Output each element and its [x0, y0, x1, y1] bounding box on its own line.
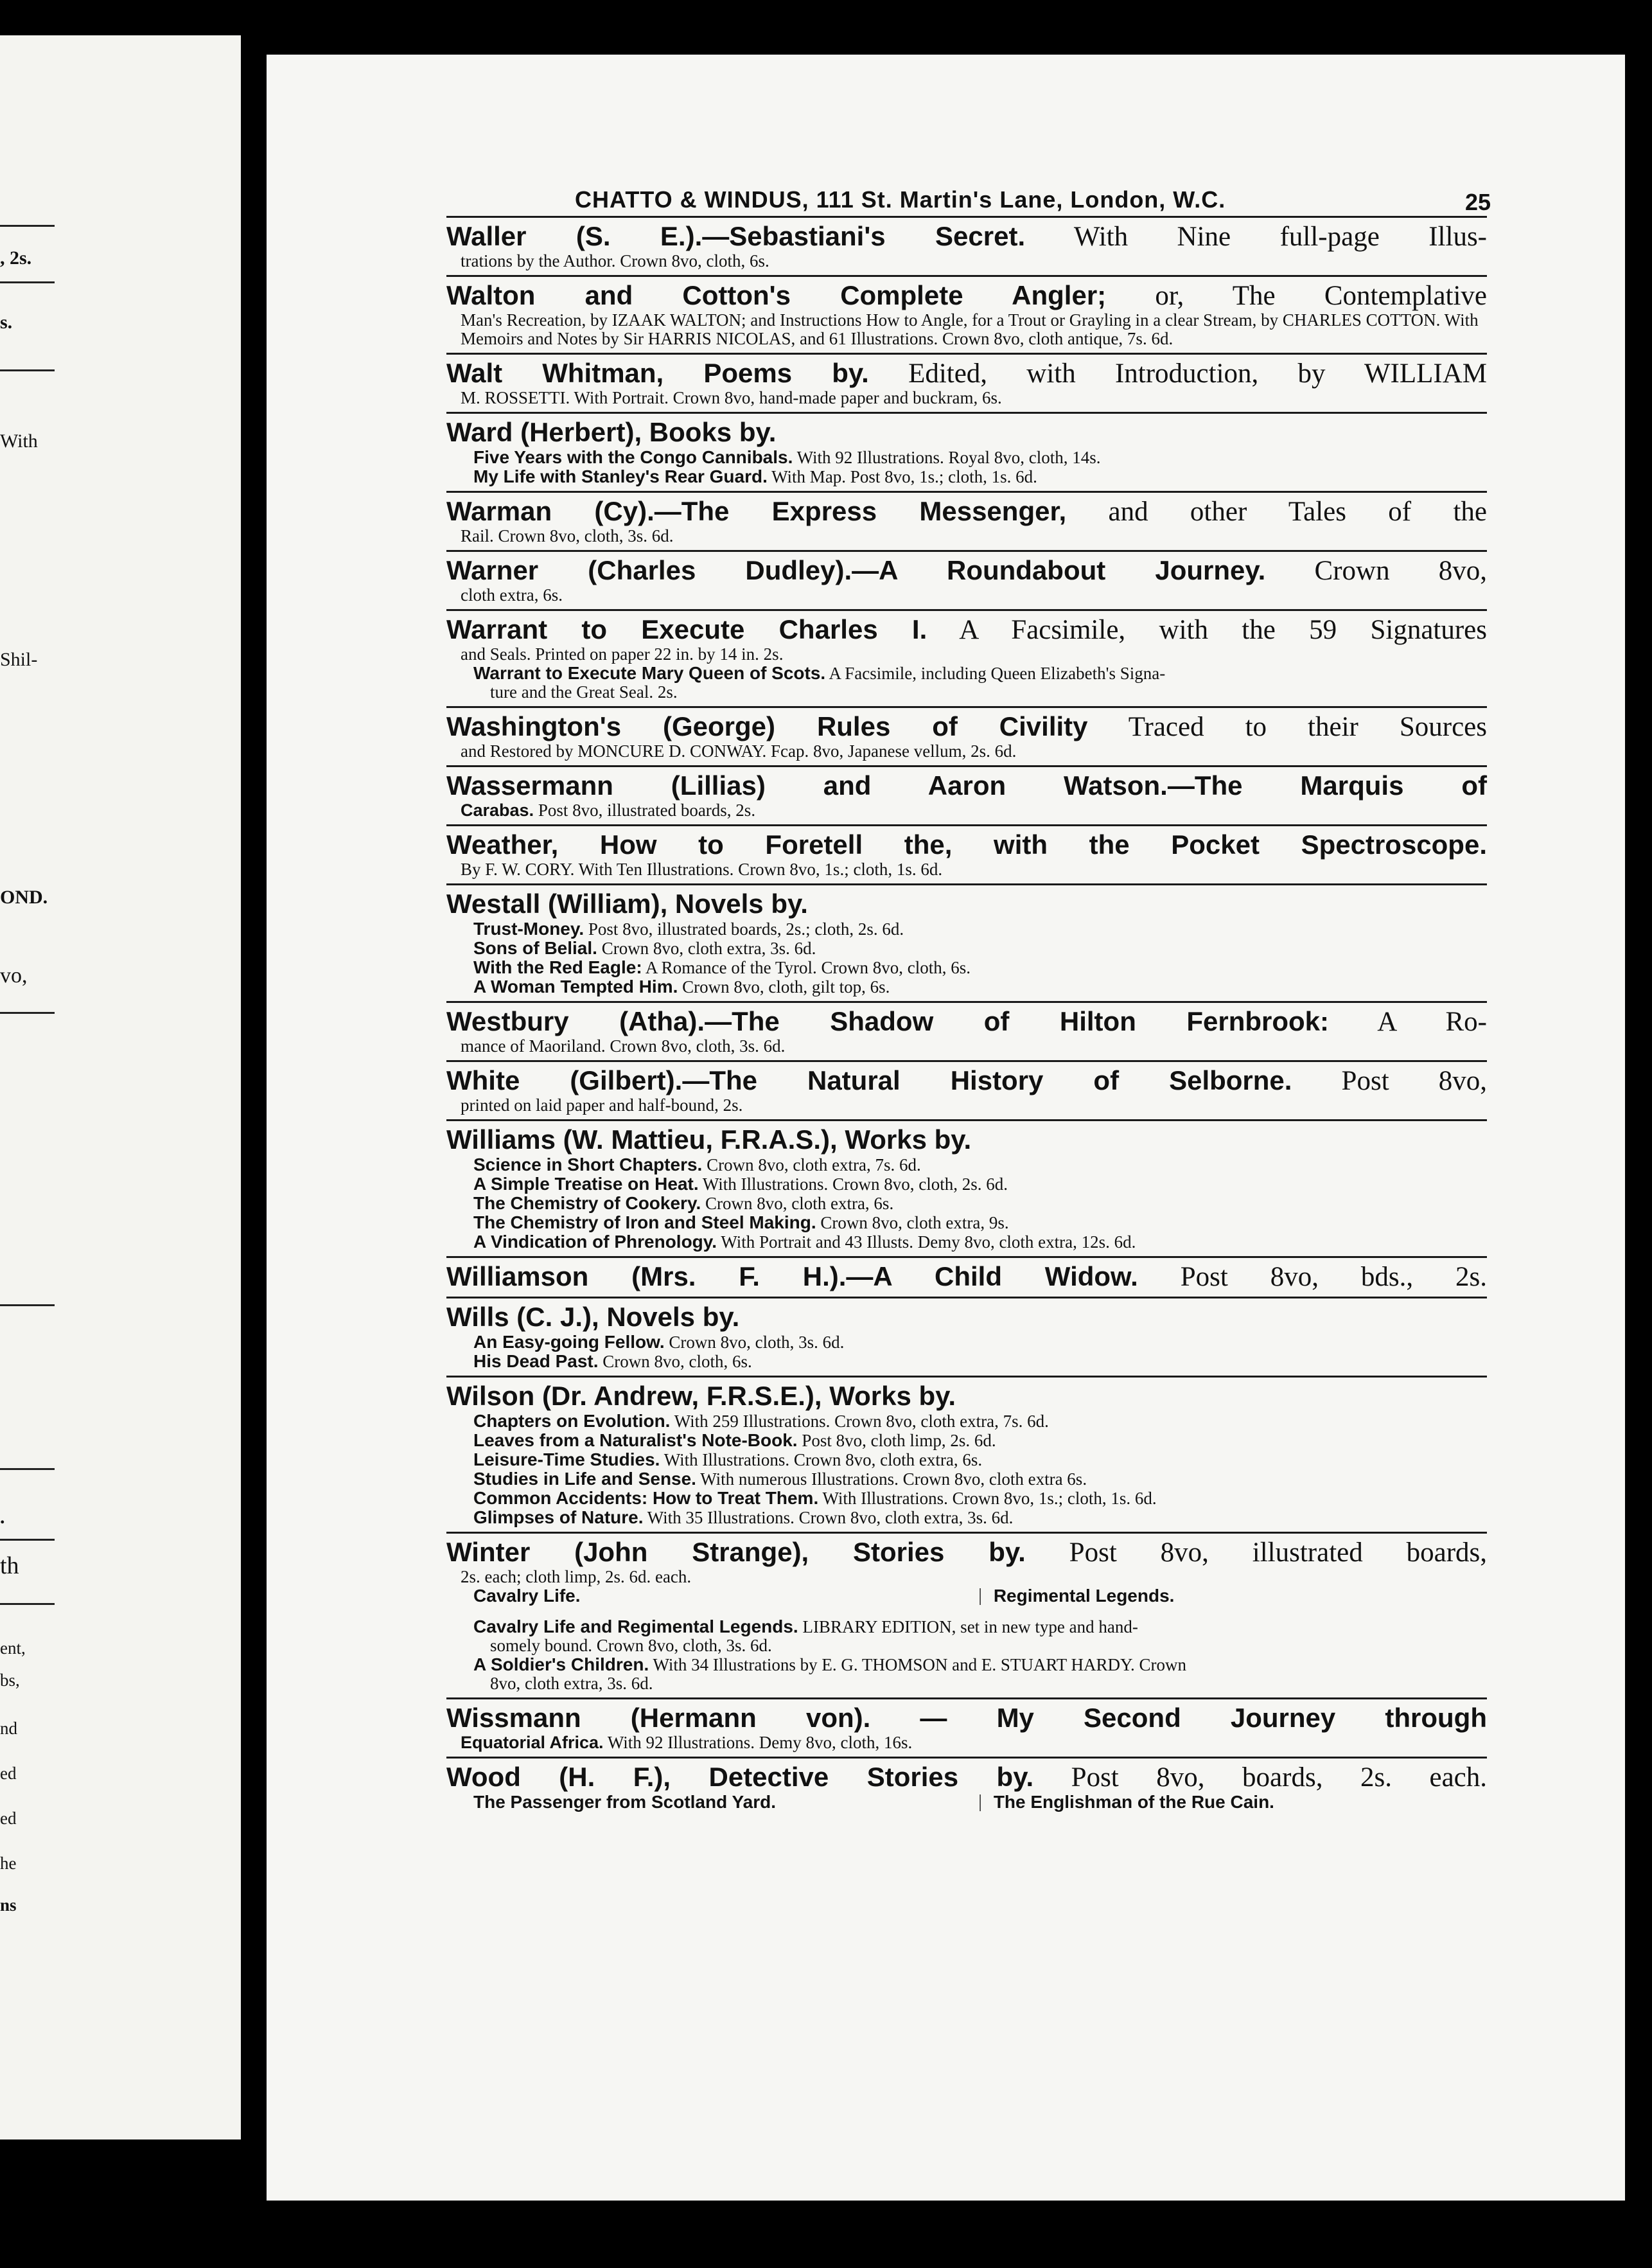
entry-author-title: Warrant to Execute Charles I. [446, 614, 927, 644]
entry-author-title: Warner (Charles Dudley).—A Roundabout Journey. [446, 555, 1266, 585]
entry-heading [446, 497, 1487, 527]
entry-heading [446, 1537, 1487, 1568]
sub-entry-continuation: ture and the Great Seal. 2s. [490, 682, 678, 702]
entry-description: and Restored by MONCURE D. CONWAY. Fcap. 8vo, Japanese vellum, 2s. 6d. [461, 741, 1017, 761]
sub-entry-continuation: 8vo, cloth extra, 3s. 6d. [490, 1674, 653, 1693]
sub-entry-title: A Vindication of Phrenology. [473, 1232, 717, 1252]
sub-entry-continuation: somely bound. Crown 8vo, cloth, 3s. 6d. [490, 1636, 772, 1655]
entry-author-title: Weather, How to Foretell the, with the Pocket Spectroscope. [446, 829, 1487, 860]
rule [0, 1012, 55, 1014]
catalogue-entry [446, 1297, 1487, 1376]
catalogue-entry [446, 883, 1487, 1001]
page-gutter [241, 0, 267, 2268]
entry-heading [446, 1302, 1487, 1333]
title-left: The Passenger from Scotland Yard. [473, 1792, 776, 1812]
entry-heading [446, 1125, 1487, 1155]
catalogue-entry [446, 1376, 1487, 1532]
sub-entry [446, 919, 1487, 939]
sub-entry [446, 1655, 1487, 1674]
sub-entry-title: Five Years with the Congo Cannibals. [473, 448, 793, 467]
entry-description: M. ROSSETTI. With Portrait. Crown 8vo, hand-made paper and buckram, 6s. [461, 388, 1002, 407]
entry-description: 2s. each; cloth limp, 2s. 6d. each. [461, 1567, 692, 1586]
sub-entry-details: Crown 8vo, cloth, gilt top, 6s. [682, 977, 890, 997]
sub-entry [446, 1232, 1487, 1252]
text-fragment: ed [0, 1764, 17, 1783]
sub-entry-details: With 35 Illustrations. Crown 8vo, cloth extra, 3s. 6d. [647, 1508, 1014, 1527]
entry-heading-rest: Crown 8vo, [1314, 556, 1488, 586]
text-fragment: Shil- [0, 649, 38, 670]
two-column-titles [446, 1793, 1487, 1812]
entry-description: Man's Recreation, by IZAAK WALTON; and Instructions How to Angle, for a Trout or Grayling in a clear Stream, by CHARLES COTTON. With Memoirs and Notes by Sir HARRIS NICOLAS, and 61 Illustrations. Crown 8vo, cloth antique, 7s. 6d. [461, 310, 1479, 348]
entry-title-continuation: Equatorial Africa. [461, 1733, 604, 1752]
text-fragment: With [0, 430, 38, 452]
entry-author-title: Ward (Herbert), Books by. [446, 417, 777, 447]
rule [0, 281, 55, 283]
catalogue-entry [446, 412, 1487, 491]
sub-entry [446, 1617, 1487, 1636]
rule [0, 1468, 55, 1470]
text-fragment: th [0, 1552, 19, 1579]
catalogue-entry [446, 1532, 1487, 1697]
entry-author-title: Wissmann (Hermann von). — My Second Journey through [446, 1703, 1487, 1733]
sub-entry-details: With numerous Illustrations. Crown 8vo, cloth extra 6s. [700, 1469, 1087, 1489]
entry-heading-rest: Edited, with Introduction, by WILLIAM [908, 359, 1487, 389]
title-right: The Englishman of the Rue Cain. [993, 1792, 1274, 1812]
sub-entry-title: An Easy-going Fellow. [473, 1333, 665, 1352]
sub-entry [446, 1431, 1487, 1450]
entry-title-continuation: Carabas. [461, 801, 534, 820]
title-right: Regimental Legends. [993, 1586, 1175, 1606]
sub-entry [446, 1412, 1487, 1431]
sub-entry [446, 1174, 1487, 1194]
text-fragment: bs, [0, 1670, 20, 1690]
sub-entry-details: With 92 Illustrations. Royal 8vo, cloth, 14s. [796, 448, 1101, 467]
entry-heading [446, 1703, 1487, 1733]
sub-entry-title: Sons of Belial. [473, 939, 597, 958]
entry-author-title: Walton and Cotton's Complete Angler; [446, 280, 1107, 310]
catalogue-entry [446, 1697, 1487, 1757]
sub-entry [446, 958, 1487, 977]
entry-author-title: White (Gilbert).—The Natural History of Selborne. [446, 1065, 1292, 1095]
entry-heading [446, 359, 1487, 389]
entry-description: mance of Maoriland. Crown 8vo, cloth, 3s. 6d. [461, 1036, 786, 1056]
sub-entry-title: Common Accidents: How to Treat Them. [473, 1489, 819, 1508]
text-fragment: he [0, 1854, 17, 1873]
sub-entry-title: Trust-Money. [473, 919, 584, 939]
sub-entry-title: Leisure-Time Studies. [473, 1450, 660, 1469]
catalogue-page [267, 55, 1625, 2201]
entry-heading-rest: Post 8vo, [1341, 1066, 1487, 1096]
sub-entry-details: With Illustrations. Crown 8vo, cloth, 2s. 6d. [702, 1174, 1008, 1194]
entry-description: and Seals. Printed on paper 22 in. by 14 in. 2s. [461, 644, 784, 664]
entry-heading-rest: Post 8vo, bds., 2s. [1180, 1262, 1487, 1292]
sub-entry-title: Warrant to Execute Mary Queen of Scots. [473, 664, 826, 683]
catalogue-entry [446, 353, 1487, 412]
entry-heading-rest: A Facsimile, with the 59 Signatures [959, 615, 1488, 645]
entry-description: cloth extra, 6s. [461, 585, 563, 605]
entry-heading [446, 1762, 1487, 1793]
publisher-address: CHATTO & WINDUS, 111 St. Martin's Lane, London, W.C. [575, 186, 1226, 213]
sub-entry-title: Glimpses of Nature. [473, 1508, 644, 1527]
text-fragment: OND. [0, 887, 48, 908]
title-left: Cavalry Life. [473, 1586, 581, 1606]
catalogue-entry [446, 550, 1487, 609]
sub-entry-details: With Illustrations. Crown 8vo, 1s.; cloth, 1s. 6d. [822, 1489, 1157, 1508]
column-separator: | [978, 1792, 982, 1812]
entry-heading-rest: With Nine full-page Illus- [1073, 222, 1488, 252]
rule [0, 1304, 55, 1306]
sub-entry-details: Post 8vo, cloth limp, 2s. 6d. [802, 1431, 996, 1450]
sub-entry [446, 1352, 1487, 1371]
entry-author-title: Walt Whitman, Poems by. [446, 358, 869, 388]
entry-author-title: Winter (John Strange), Stories by. [446, 1537, 1026, 1567]
sub-entry-details: Crown 8vo, cloth, 6s. [602, 1352, 752, 1371]
catalogue-entry [446, 275, 1487, 353]
entry-heading [446, 830, 1487, 860]
entry-heading [446, 1007, 1487, 1037]
entry-description [446, 1733, 1487, 1752]
entry-author-title: Warman (Cy).—The Express Messenger, [446, 496, 1067, 526]
catalogue-entry [446, 824, 1487, 883]
sub-entry-details: Crown 8vo, cloth extra, 7s. 6d. [707, 1155, 921, 1174]
entry-heading [446, 889, 1487, 919]
sub-entry-details: LIBRARY EDITION, set in new type and hand- [802, 1617, 1138, 1636]
text-fragment: s. [0, 312, 13, 333]
sub-entry-title: Science in Short Chapters. [473, 1155, 703, 1174]
sub-entry [446, 1469, 1487, 1489]
sub-entry [446, 1213, 1487, 1232]
entry-heading [446, 1066, 1487, 1096]
sub-entry [446, 1450, 1487, 1469]
sub-entry [446, 1508, 1487, 1527]
catalogue-entry [446, 765, 1487, 824]
entry-author-title: Westbury (Atha).—The Shadow of Hilton Fernbrook: [446, 1006, 1330, 1036]
page-number: 25 [1464, 189, 1491, 215]
two-column-titles [446, 1586, 1487, 1606]
sub-entry-details: Crown 8vo, cloth, 3s. 6d. [669, 1333, 845, 1352]
sub-entry-title: A Woman Tempted Him. [473, 977, 678, 997]
sub-entry-details: With Map. Post 8vo, 1s.; cloth, 1s. 6d. [771, 467, 1037, 486]
catalogue-entry [446, 1060, 1487, 1119]
page-content [446, 186, 1491, 1816]
entry-heading [446, 556, 1487, 586]
entry-description: Rail. Crown 8vo, cloth, 3s. 6d. [461, 526, 674, 545]
catalogue-entry [446, 216, 1487, 275]
sub-entry-details: With Illustrations. Crown 8vo, cloth extra, 6s. [663, 1450, 983, 1469]
entry-author-title: Wilson (Dr. Andrew, F.R.S.E.), Works by. [446, 1381, 956, 1411]
sub-entry-details: A Romance of the Tyrol. Crown 8vo, cloth, 6s. [645, 958, 971, 977]
sub-entry-title: Studies in Life and Sense. [473, 1469, 696, 1489]
sub-entry-title: His Dead Past. [473, 1352, 599, 1371]
sub-entry-title: Chapters on Evolution. [473, 1412, 671, 1431]
sub-entry [446, 1489, 1487, 1508]
sub-entry-title: My Life with Stanley's Rear Guard. [473, 467, 768, 486]
sub-entry-title: A Simple Treatise on Heat. [473, 1174, 699, 1194]
entry-author-title: Wassermann (Lillias) and Aaron Watson.—The Marquis of [446, 770, 1487, 801]
entry-heading [446, 281, 1487, 311]
entry-author-title: Williamson (Mrs. F. H.).—A Child Widow. [446, 1261, 1138, 1291]
text-fragment: ed [0, 1809, 17, 1828]
entry-heading [446, 1262, 1487, 1292]
entry-heading [446, 615, 1487, 645]
entry-heading-rest: and other Tales of the [1108, 497, 1487, 527]
sub-entry [446, 939, 1487, 958]
rule [0, 225, 55, 227]
entry-author-title: Wills (C. J.), Novels by. [446, 1302, 740, 1332]
sub-entry [446, 977, 1487, 997]
entry-description [446, 801, 1487, 820]
text-fragment: ns [0, 1895, 17, 1915]
rule [0, 1539, 55, 1541]
entry-details: Post 8vo, illustrated boards, 2s. [538, 801, 756, 820]
sub-entry [446, 1155, 1487, 1174]
facing-page-edge [0, 35, 241, 2140]
rule [0, 369, 55, 371]
entry-author-title: Waller (S. E.).—Sebastiani's Secret. [446, 221, 1026, 251]
entry-heading [446, 771, 1487, 801]
catalogue-entry [446, 1119, 1487, 1256]
entry-author-title: Williams (W. Mattieu, F.R.A.S.), Works by. [446, 1124, 972, 1155]
entry-description: printed on laid paper and half-bound, 2s. [461, 1095, 743, 1115]
sub-entry [446, 448, 1487, 467]
entry-author-title: Westall (William), Novels by. [446, 889, 808, 919]
sub-entry-title: The Chemistry of Cookery. [473, 1194, 701, 1213]
sub-entry-details: Post 8vo, illustrated boards, 2s.; cloth, 2s. 6d. [588, 919, 904, 939]
text-fragment: vo, [0, 964, 28, 988]
sub-entry [446, 664, 1487, 683]
entry-heading [446, 1381, 1487, 1412]
entry-heading [446, 712, 1487, 742]
entry-author-title: Wood (H. F.), Detective Stories by. [446, 1762, 1034, 1792]
sub-entry-title: Leaves from a Naturalist's Note-Book. [473, 1431, 798, 1450]
catalogue-entry [446, 1001, 1487, 1060]
entry-heading-rest: Post 8vo, boards, 2s. each. [1071, 1762, 1487, 1793]
sub-entry-title: Cavalry Life and Regimental Legends. [473, 1617, 798, 1636]
sub-entry-details: Crown 8vo, cloth extra, 3s. 6d. [601, 939, 816, 958]
running-header [446, 186, 1491, 216]
text-fragment: . [0, 1507, 5, 1528]
entry-heading [446, 418, 1487, 448]
sub-entry-title: The Chemistry of Iron and Steel Making. [473, 1213, 816, 1232]
sub-entry [446, 1194, 1487, 1213]
catalogue-entry [446, 609, 1487, 706]
catalogue-entry [446, 1757, 1487, 1816]
sub-entry-title: With the Red Eagle: [473, 958, 642, 977]
catalogue-entry [446, 491, 1487, 550]
entry-description: By F. W. CORY. With Ten Illustrations. Crown 8vo, 1s.; cloth, 1s. 6d. [461, 860, 943, 879]
column-separator: | [978, 1586, 982, 1606]
sub-entry-details: With 34 Illustrations by E. G. THOMSON and E. STUART HARDY. Crown [653, 1655, 1187, 1674]
sub-entry [446, 467, 1487, 486]
entry-heading-rest: Post 8vo, illustrated boards, [1069, 1537, 1488, 1568]
entry-heading-rest: A Ro- [1377, 1007, 1487, 1037]
text-fragment: nd [0, 1719, 17, 1738]
entry-heading-rest: or, The Contemplative [1155, 281, 1488, 311]
sub-entry-details: Crown 8vo, cloth extra, 9s. [820, 1213, 1009, 1232]
entry-author-title: Washington's (George) Rules of Civility [446, 711, 1088, 741]
entry-heading [446, 222, 1487, 252]
sub-entry-details: With 259 Illustrations. Crown 8vo, cloth extra, 7s. 6d. [674, 1412, 1049, 1431]
catalogue-entry [446, 706, 1487, 765]
rule [0, 1603, 55, 1605]
sub-entry-details: Crown 8vo, cloth extra, 6s. [705, 1194, 894, 1213]
sub-entry-details: A Facsimile, including Queen Elizabeth's Signa- [829, 664, 1166, 683]
sub-entry-details: With Portrait and 43 Illusts. Demy 8vo, cloth extra, 12s. 6d. [721, 1232, 1136, 1252]
entry-heading-rest: Traced to their Sources [1128, 712, 1487, 742]
text-fragment: ent, [0, 1638, 26, 1658]
text-fragment: , 2s. [0, 247, 32, 269]
catalogue-entry [446, 1256, 1487, 1297]
entry-description: trations by the Author. Crown 8vo, cloth, 6s. [461, 251, 769, 270]
entry-details: With 92 Illustrations. Demy 8vo, cloth, 16s. [607, 1733, 913, 1752]
sub-entry [446, 1333, 1487, 1352]
sub-entry-title: A Soldier's Children. [473, 1655, 649, 1674]
